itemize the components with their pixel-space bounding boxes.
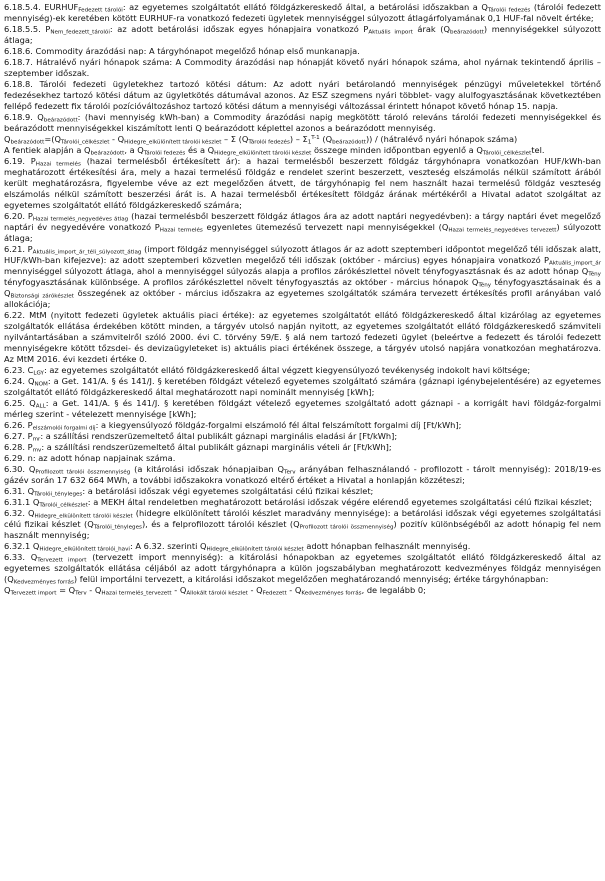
paragraph-6-30: 6.30. $Q_{Profilozott tárolói összmennyiség}$ (a kitárolási időszak hónapjaiban $Q_{Terv}$ arányában felhasználandó - profilozott - tárolt mennyiség): 2018/19-es gázév során 17 632 664 MWh, a további időszakokra vonatkozó eltérő értéket a Hivatal a honlapján közzéteszi;: [4, 464, 601, 485]
paragraph-summary: A fentiek alapján a $Q_{beárazódott}$, a $Q_{Tárolói fedezés}$ és a $Q_{Hidegre\_elkülönített tárolói készlet}$ összege minden időpontban egyenlő a $Q_{Tárolói\_célkészlet}tel$.: [4, 145, 545, 157]
paragraph-6-32: 6.32. $Q_{Hidegre\_elkülönített tárolói készlet}$ (hidegre elkülönített tárolói készlet maradvány mennyisége): a betárolási időszak végi egyetemes szolgáltatási célú fizikai készlet $(Q_{Tárolói\_tényleges})$, és a felprofilozott tárolói készlet $(Q_{Profilozott tárolói összmennyiség})$ pozitív különbségéből az adott hónapig fel nem használt mennyiség;: [4, 508, 601, 540]
paragraph-6-21: 6.21. $P_{Aktuális\_import\_ár\_téli\_súlyozott\_átlag}$ (import földgáz mennyiséggel súlyozott átlagos ár az adott szeptemberi időpontot megelőző téli időszak alatt, HUF/kWh-ban kifejezve): az adott szeptemberi közvetlen megelőző téli időszak (október - március) egyes hónapjaira vonatkozó $P_{Aktuális\_import\_ár}$ mennyiséggel súlyozott átlaga, ahol a mennyiséggel súlyozás alapja a profilos zárókészlettel növelt tényfogyasztásnak és az adott hónap $Q_{Tény}$ tényfogyasztásának különbsége. A profilos zárókészlettel növelt tényfogyasztás az október - március hónapok $Q_{Tény}$ tényfogyasztásainak és a $Q_{Biztonsági zárókészlet}$ összegének az október - március időszakra az egyetemes szolgáltatók számára tervezett értékesítés profil arányában való allokációja;: [4, 244, 602, 309]
paragraph-6-28: 6.28. $P_{mv}$: a szállítási rendszerüzemeltető által publikált gáznapi marginális vételi ár [Ft/kWh];: [4, 442, 392, 454]
paragraph-6-33: 6.33. $Q_{Tervezett import}$ (tervezett import mennyiség): a kitárolási hónapokban az egyetemes szolgáltatót ellátó földgázkereskedő által az egyetemes szolgáltatók ellátása céljából az adott tárgyhónapra a külön jogszabályban meghatározott kedvezményes földgáz mennyiségen $(Q_{Kedvezményes forrás})$ felül importálni tervezett, a kitárolási időszakot megelőzően meghatározandó mennyiség; értéke tárgyhónapban:: [4, 552, 601, 586]
paragraph-6-22: 6.22. MtM (nyitott fedezeti ügyletek aktuális piaci értéke): az egyetemes szolgáltatót ellátó földgázkereskedő által kizárólag az egyetemes szolgáltatók ellátása érdekében kötött minden, a tárgyév utolsó napján nyitott, az egyetemes szolgáltatót ellátó földgázkereskedő számviteli nyilvántartásában a számvitelről szóló 2000. évi C. törvény 59/E. § alá nem tartozó fedezeti ügylet (beleértve a fedezett és tárolói fedezett mennyiségekre kötött tőzsdei- és devizaügyleteket is) aktuális piaci értékének összege, a tárgyév utolsó napjára vonatkozóan meghatározva. Az MtM 2016. évi kezdeti értéke 0.: [4, 310, 601, 364]
paragraph-6-29: 6.29. n: az adott hónap napjainak száma.: [4, 453, 176, 463]
paragraph-6-18-9: 6.18.9. $Q_{beárazódott}$: (havi mennyiség kWh-ban) a Commodity árazódási napig megkötött tároló releváns tárolói fedezeti mennyiségekkel és beárazódott mennyiségekkel kiszámított lenti Q beárazódott képlettel azonos a beárazódott mennyiség.: [4, 112, 602, 133]
paragraph-6-31-1: 6.31.1 $Q_{Tárolói\_célkészlet}$: a MEKH által rendeletben meghatározott betárolási időszak végére elérendő egyetemes szolgáltatási célú fizikai készlet;: [4, 497, 593, 509]
paragraph-6-31: 6.31. $Q_{Tárolói\_tényleges}$: a betárolási időszak végi egyetemes szolgáltatási célú fizikai készlet;: [4, 486, 374, 498]
paragraph-6-19: 6.19. $P_{Hazai termelés}$ (hazai termelésből értékesített ár): a hazai termelésből beszerzett földgáz tárgyhónapra vonatkozóan HUF/kWh-ban meghatározott értékesítési ára, mely a hazai termelésű földgáz e rendelet szerint beszerzett, veszteség elszámolás nélkül számított árából került meghatározásra, figyelembe véve az ezt megelőzően átvett, de tárgyhónapig fel nem használt hazai termelésű földgáz veszteség elszámolás nélkül számított beszerzési árát is. A hazai termelésből értékesített földgáz árának mértékéről a Hivatal adatot szolgáltat az egyetemes szolgáltatót ellátó földgázkereskedő számára;: [4, 156, 601, 210]
paragraph-6-18-5-5: 6.18.5.5. $P_{Nem\_fedezett\_tárolói}$: az adott betárolási időszak egyes hónapjaira vonatkozó $P_{Aktuális import}$ árak $(Q_{beárazódott})$ mennyiségekkel súlyozott átlaga;: [4, 24, 601, 45]
paragraph-6-32-1: 6.32.1 $Q_{Hidegre\_elkülönített tárolói\_havi}$: A 6.32. szerinti $Q_{Hidegre\_elkülönített tárolói készlet}$ adott hónapban felhasznált mennyiség.: [4, 541, 471, 553]
paragraph-6-26: 6.26. $P_{elszámolói forgalmi díj}$: a kiegyensúlyozó földgáz-forgalmi elszámoló fél által felszámított forgalmi díj [Ft/kWh];: [4, 420, 462, 432]
paragraph-6-25: 6.25. $Q_{ALL}$: a Get. 141/A. § és 141/J. § keretében földgázt vételező egyetemes szolgáltató adott gáznapi - a korrigált havi földgáz-forgalmi mérleg szerint - vételezett mennyisége [kWh];: [4, 398, 602, 419]
paragraph-6-18-5-4: 6.18.5.4. $EURHUF_{Fedezett tárolói}$: az egyetemes szolgáltatót ellátó földgázkereskedő által, a betárolási időszakban a $Q_{Tárolói fedezés}$ (tárolói fedezett mennyiség)-ek keretében kötött EURHUF-ra vonatkozó fedezeti ügyletek mennyiséggel súlyozott átlagárfolyamának 0,1 HUF-fal növelt értéke;: [4, 2, 602, 23]
formula-q-bearazodott: $Q_{beárazódott}=(Q_{Tárolói\_célkészlet} - Q_{Hidegre\_elkülönített tárolói készlet} - \Sigma$ $(Q_{Tárolói fedezés}) - \Sigma_1^{T-1}$ $(Q_{beárazódott})$) / (hátralévő nyári hónapok száma): [4, 134, 518, 146]
paragraph-6-20: 6.20. $P_{Hazai termelés\_negyedéves átlag}$ (hazai termelésből beszerzett földgáz átlagos ára az adott naptári negyedévben): a tárgy naptári évet megelőző naptári év negyedévére vonatkozó $P_{Hazai termelés}$ egyenletes ütemezésű tervezett napi mennyiségekkel $(Q_{Hazai termelés\_negyedéves tervezett})$ súlyozott átlaga;: [4, 211, 602, 243]
paragraph-6-23: 6.23. $C_{LGY}$: az egyetemes szolgáltatót ellátó földgázkereskedő által végzett kiegyensúlyozó tevékenység indokolt havi költsége;: [4, 365, 531, 377]
paragraph-6-18-8: 6.18.8. Tárolói fedezeti ügyletekhez tartozó kötési dátum: Az adott nyári betárolandó mennyiségek pénzügyi műveletekkel történő fedezésekhez tartozó kötési dátum az ügyletkötés dátumával azonos. Az ESZ szegmens nyári többlet- vagy alulfogyasztásának következtében fellépő fedezett fix tárolói pozícióváltozáshoz tartozó kötési dátum a mennyiségi változással érintett hónapot követő hónap 15. napja.: [4, 79, 601, 111]
paragraph-6-18-6: 6.18.6. Commodity árazódási nap: A tárgyhónapot megelőző hónap első munkanapja.: [4, 46, 360, 56]
paragraph-6-24: 6.24. $Q_{NOM}$: a Get. 141/A. § és 141/J. § keretében földgázt vételező egyetemes szolgáltató számára (gáznapi igénybejelentésére) az egyetemes szolgáltatót ellátó földgázkereskedő által meghatározott napi nominált mennyiség [kWh];: [4, 376, 602, 397]
formula-q-tervezett-import: $Q_{Tervezett import} = Q_{Terv} - Q_{Hazai termelés\_tervezett} - Q_{Allokált tárolói készlet} - Q_{Fedezett} - Q_{Kedvezményes forrás}$, de legalább 0;: [4, 585, 426, 597]
paragraph-6-18-7: 6.18.7. Hátralévő nyári hónapok száma: A Commodity árazódási nap hónapját követő nyári hónapok száma, ahol nyárnak tekintendő április – szeptember időszak.: [4, 57, 601, 78]
paragraph-6-27: 6.27. $P_{mr}$: a szállítási rendszerüzemeltető által publikált gáznapi marginális eladási ár [Ft/kWh];: [4, 431, 398, 443]
